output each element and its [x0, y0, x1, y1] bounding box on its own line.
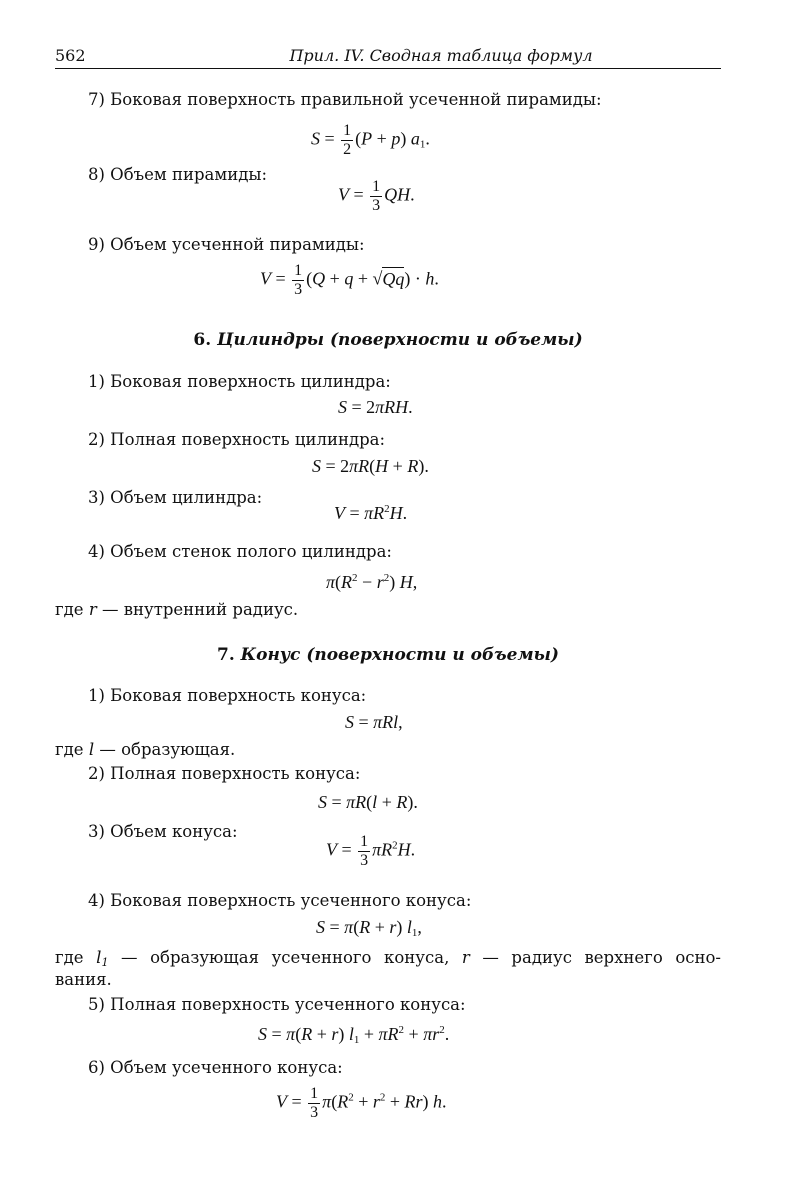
note-generatrix: где l — образующая. — [55, 740, 236, 759]
item-cylinder-lateral: 1) Боковая поверхность цилиндра: — [88, 372, 391, 391]
var-r: r — [461, 948, 470, 967]
item-truncated-cone-total: 5) Полная поверхность усеченного конуса: — [88, 995, 466, 1014]
formula-cone-lateral: S = πRl, — [345, 712, 403, 732]
item-cone-volume: 3) Объем конуса: — [88, 822, 238, 841]
var-l1: $l_1$ — [96, 948, 109, 969]
item-cone-lateral: 1) Боковая поверхность конуса: — [88, 686, 367, 705]
formula-cylinder-total: S = 2πR(H + R). — [312, 456, 429, 476]
note-truncated-cone-line2: вания. — [55, 970, 112, 989]
item-pyramid-volume: 8) Объем пирамиды: — [88, 165, 268, 184]
formula-cone-volume: V = $\frac{1}{3}$ $\pi R^2H$. — [326, 833, 416, 869]
item-truncated-cone-lateral: 4) Боковая поверхность усеченного конуса: — [88, 891, 472, 910]
page-number: 562 — [55, 46, 86, 65]
item-truncated-cone-volume: 6) Объем усеченного конуса: — [88, 1058, 343, 1077]
note-truncated-cone-line1: где $l_1$ — образующая усеченного конуса, r — радиус верхнего осно- — [55, 948, 722, 969]
formula-truncated-cone-lateral: S = π(R + r) $l_1$, — [316, 917, 422, 939]
section-heading-cones: 7. Конус (поверхности и объемы) — [217, 645, 559, 665]
item-truncated-pyramid-lateral: 7) Боковая поверхность правильной усеченной пирамиды: — [88, 90, 602, 109]
formula-truncated-pyramid-lateral: S = $\frac{1}{2}$ (P + p) $a_1$. — [311, 122, 430, 158]
formula-truncated-cone-total: S = π(R + r) $l_1 + \pi R^2 + \pi r^2$. — [258, 1024, 450, 1046]
formula-truncated-pyramid-volume: V = $\frac{1}{3}$ (Q + q + √Qq) · h. — [260, 262, 439, 298]
formula-truncated-cone-volume: V = $\frac{1}{3}$ $\pi(R^2 + r^2 + Rr)$ h. — [276, 1085, 447, 1121]
formula-hollow-cylinder-volume: $\pi(R^2 - r^2)$ H, — [326, 572, 418, 592]
formula-cylinder-lateral: S = 2πRH. — [338, 397, 413, 417]
item-cone-total: 2) Полная поверхность конуса: — [88, 764, 361, 783]
item-truncated-pyramid-volume: 9) Объем усеченной пирамиды: — [88, 235, 365, 254]
page-header — [55, 44, 721, 69]
formula-pyramid-volume: V = $\frac{1}{3}$ QH. — [338, 178, 415, 214]
formula-cone-total: S = πR(l + R). — [318, 792, 418, 812]
note-inner-radius: где r — внутренний радиус. — [55, 600, 299, 619]
item-hollow-cylinder-volume: 4) Объем стенок полого цилиндра: — [88, 542, 392, 561]
section-heading-cylinders: 6. Цилиндры (поверхности и объемы) — [193, 330, 583, 350]
item-cylinder-volume: 3) Объем цилиндра: — [88, 488, 263, 507]
item-cylinder-total: 2) Полная поверхность цилиндра: — [88, 430, 386, 449]
formula-cylinder-volume: $V = \pi R^2H$. — [334, 503, 408, 523]
running-title: Прил. IV. Сводная таблица формул — [289, 46, 593, 65]
